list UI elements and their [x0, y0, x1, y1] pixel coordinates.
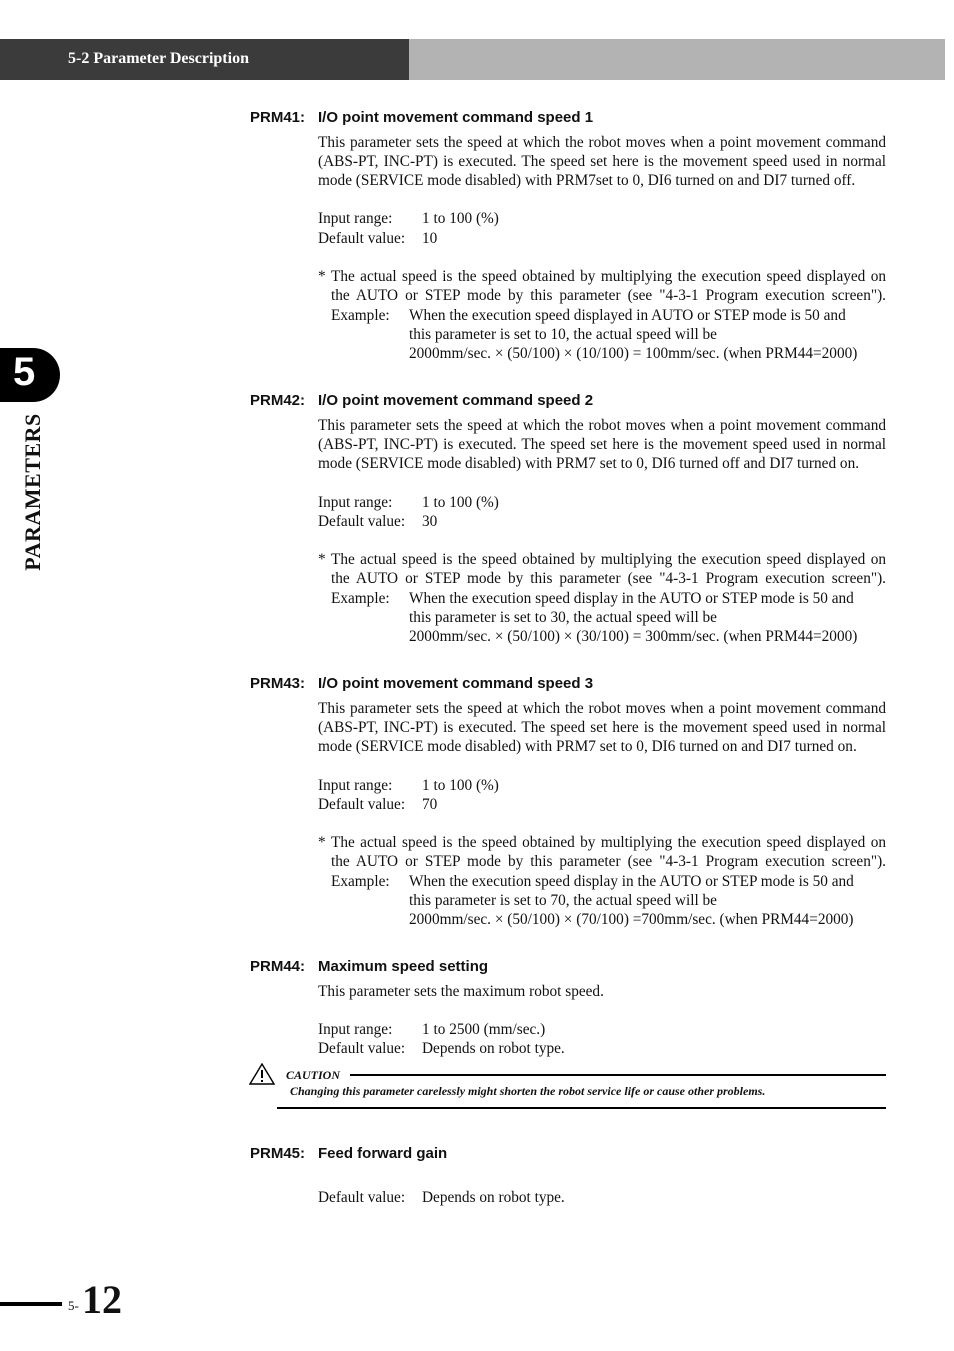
prm42-heading — [250, 392, 593, 409]
section-header-bar — [0, 39, 409, 80]
prm44-body-line: This parameter sets the maximum robot speed. — [318, 983, 604, 1000]
example-label: Example: — [331, 873, 390, 890]
prm42-example-line: When the execution speed display in the AUTO or STEP mode is 50 and — [409, 590, 854, 607]
input-range-label: Input range: — [318, 494, 393, 511]
input-range-label: Input range: — [318, 1021, 393, 1038]
default-value: 70 — [422, 796, 438, 813]
prm42-body-line: mode (SERVICE mode disabled) with PRM7 set to 0, DI6 turned off and DI7 turned on. — [318, 455, 860, 472]
default-value-label: Default value: — [318, 1189, 406, 1206]
param-title: I/O point movement command speed 1 — [318, 109, 594, 126]
prm42-note-line: The actual speed is the speed obtained by multiplying the execution speed displayed on — [331, 551, 886, 568]
example-label: Example: — [331, 590, 390, 607]
param-title: I/O point movement command speed 3 — [318, 675, 594, 692]
param-code: PRM45: — [250, 1145, 306, 1162]
prm43-example-line: When the execution speed display in the AUTO or STEP mode is 50 and — [409, 873, 854, 890]
param-code: PRM42: — [250, 392, 306, 409]
default-value-label: Default value: — [318, 1040, 406, 1057]
prm43-heading — [250, 675, 593, 692]
input-range-value: 1 to 100 (%) — [422, 494, 499, 511]
prm41-note-line: The actual speed is the speed obtained by multiplying the execution speed displayed on — [331, 268, 886, 285]
prm41-example-line: this parameter is set to 10, the actual speed will be — [409, 326, 717, 343]
prm45-heading — [250, 1145, 447, 1162]
input-range-value: 1 to 2500 (mm/sec.) — [422, 1021, 546, 1038]
caution-label: CAUTION — [286, 1068, 341, 1082]
default-value-label: Default value: — [318, 230, 406, 247]
prm41-example-line: 2000mm/sec. × (50/100) × (10/100) = 100mm/sec. (when PRM44=2000) — [409, 345, 858, 362]
chapter-side-title: PARAMETERS — [20, 413, 45, 571]
input-range-value: 1 to 100 (%) — [422, 210, 499, 227]
note-asterisk: * — [318, 551, 326, 568]
prm41-note-line: the AUTO or STEP mode by this parameter (see "4-3-1 Program execution screen"). — [331, 287, 886, 304]
footer-rule — [0, 1302, 62, 1306]
default-value: 10 — [422, 230, 438, 247]
input-range-label: Input range: — [318, 210, 393, 227]
prm43-note-line: the AUTO or STEP mode by this parameter (see "4-3-1 Program execution screen"). — [331, 853, 886, 870]
default-value: Depends on robot type. — [422, 1040, 565, 1057]
note-asterisk: * — [318, 834, 326, 851]
section-header-title: 5-2 Parameter Description — [68, 50, 249, 67]
warning-icon — [249, 1063, 275, 1085]
param-code: PRM41: — [250, 109, 306, 126]
prm41-body-line: This parameter sets the speed at which the robot moves when a point movement command — [318, 134, 886, 151]
prm43-body-line: mode (SERVICE mode disabled) with PRM7 set to 0, DI6 turned on and DI7 turned on. — [318, 738, 857, 755]
prm41-heading — [250, 109, 593, 126]
default-value-label: Default value: — [318, 513, 406, 530]
prm43-body-line: This parameter sets the speed at which the robot moves when a point movement command — [318, 700, 886, 717]
header-light-bar — [409, 39, 945, 80]
page-number: 12 — [82, 1277, 122, 1322]
default-value: 30 — [422, 513, 438, 530]
prm41-example-line: When the execution speed displayed in AUTO or STEP mode is 50 and — [409, 307, 846, 324]
prm43-example-line: this parameter is set to 70, the actual speed will be — [409, 892, 717, 909]
prm42-body-line: This parameter sets the speed at which the robot moves when a point movement command — [318, 417, 886, 434]
prm42-note-line: the AUTO or STEP mode by this parameter (see "4-3-1 Program execution screen"). — [331, 570, 886, 587]
param-title: Maximum speed setting — [318, 958, 489, 975]
prm41-body-line: (ABS-PT, INC-PT) is executed. The speed set here is the movement speed used in normal — [318, 153, 886, 170]
prm43-body-line: (ABS-PT, INC-PT) is executed. The speed set here is the movement speed used in normal — [318, 719, 886, 736]
chapter-number: 5 — [13, 350, 36, 394]
example-label: Example: — [331, 307, 390, 324]
param-code: PRM44: — [250, 958, 306, 975]
caution-top-rule — [350, 1074, 886, 1076]
param-title: Feed forward gain — [318, 1145, 448, 1162]
caution-text: Changing this parameter carelessly might shorten the robot service life or cause other problems. — [290, 1084, 766, 1098]
input-range-value: 1 to 100 (%) — [422, 777, 499, 794]
input-range-label: Input range: — [318, 777, 393, 794]
page-number-prefix: 5- — [68, 1298, 79, 1313]
prm43-example-line: 2000mm/sec. × (50/100) × (70/100) =700mm/sec. (when PRM44=2000) — [409, 911, 854, 928]
default-value-label: Default value: — [318, 796, 406, 813]
prm41-body-line: mode (SERVICE mode disabled) with PRM7set to 0, DI6 turned on and DI7 turned off. — [318, 172, 856, 189]
prm42-example-line: this parameter is set to 30, the actual speed will be — [409, 609, 717, 626]
prm42-body-line: (ABS-PT, INC-PT) is executed. The speed set here is the movement speed used in normal — [318, 436, 886, 453]
default-value: Depends on robot type. — [422, 1189, 565, 1206]
caution-bottom-rule — [277, 1107, 886, 1109]
param-code: PRM43: — [250, 675, 306, 692]
prm42-example-line: 2000mm/sec. × (50/100) × (30/100) = 300mm/sec. (when PRM44=2000) — [409, 628, 858, 645]
prm44-heading — [250, 958, 488, 975]
param-title: I/O point movement command speed 2 — [318, 392, 594, 409]
note-asterisk: * — [318, 268, 326, 285]
prm43-note-line: The actual speed is the speed obtained by multiplying the execution speed displayed on — [331, 834, 886, 851]
